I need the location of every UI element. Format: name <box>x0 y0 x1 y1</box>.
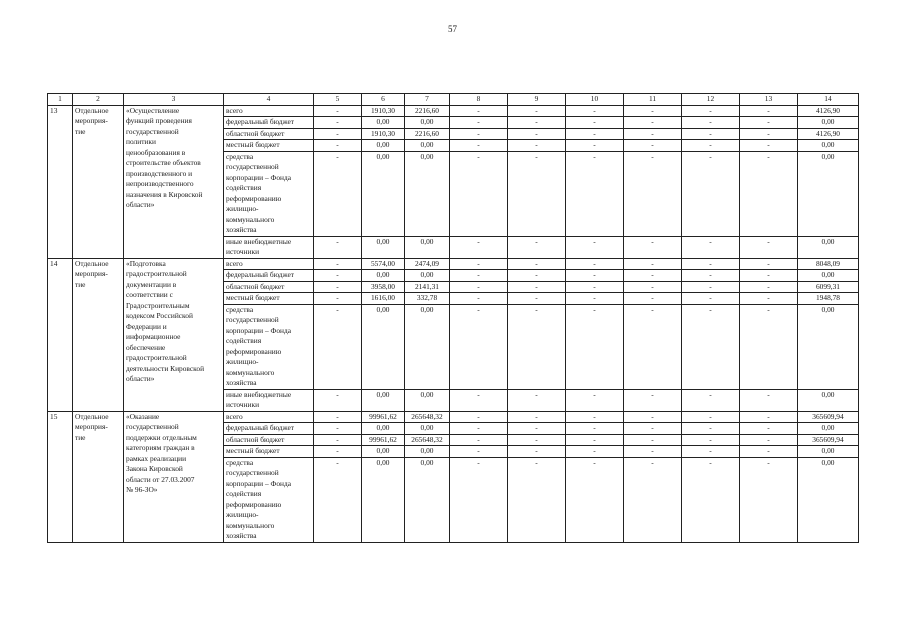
amount-cell: 0,00 <box>405 151 450 236</box>
funding-source: средства государственной корпорации – Фонда содействия реформированию жилищно- коммунального хозяйства <box>224 457 314 542</box>
amount-cell: - <box>624 258 682 270</box>
table-row <box>48 105 859 117</box>
amount-cell: - <box>566 117 624 129</box>
amount-cell: - <box>508 293 566 305</box>
header-cell: 3 <box>124 94 224 106</box>
amount-cell: - <box>624 434 682 446</box>
total-cell: 6099,31 <box>798 281 859 293</box>
total-cell: 1948,78 <box>798 293 859 305</box>
header-cell: 7 <box>405 94 450 106</box>
funding-source: федеральный бюджет <box>224 270 314 282</box>
amount-cell: - <box>624 105 682 117</box>
amount-cell: - <box>450 446 508 458</box>
budget-table <box>47 93 859 543</box>
amount-cell: 0,00 <box>362 270 405 282</box>
total-cell: 8048,09 <box>798 258 859 270</box>
amount-cell: 265648,32 <box>405 411 450 423</box>
funding-source: местный бюджет <box>224 446 314 458</box>
amount-cell: - <box>450 389 508 411</box>
section-index: 13 <box>48 105 73 258</box>
section-name: «Оказание государственной поддержки отдельным категориям граждан в рамках реализации Закона Кировской области от 27.03.2007 № 96-ЗО» <box>124 411 224 542</box>
total-cell: 0,00 <box>798 236 859 258</box>
section-type: Отдельное мероприя- тие <box>73 258 124 411</box>
amount-cell: 0,00 <box>362 423 405 435</box>
amount-cell: 99961,62 <box>362 411 405 423</box>
amount-cell: - <box>682 304 740 389</box>
amount-cell: - <box>624 423 682 435</box>
table-row <box>48 411 859 423</box>
total-cell: 0,00 <box>798 140 859 152</box>
amount-cell: - <box>624 117 682 129</box>
funding-source: средства государственной корпорации – Фонда содействия реформированию жилищно- коммунального хозяйства <box>224 304 314 389</box>
header-cell: 2 <box>73 94 124 106</box>
amount-cell: - <box>450 105 508 117</box>
header-cell: 4 <box>224 94 314 106</box>
amount-cell: - <box>740 281 798 293</box>
amount-cell: 332,78 <box>405 293 450 305</box>
funding-source: средства государственной корпорации – Фонда содействия реформированию жилищно- коммунального хозяйства <box>224 151 314 236</box>
amount-cell: - <box>566 105 624 117</box>
total-cell: 365609,94 <box>798 434 859 446</box>
amount-cell: - <box>566 151 624 236</box>
header-cell: 8 <box>450 94 508 106</box>
amount-cell: - <box>508 446 566 458</box>
amount-cell: - <box>682 105 740 117</box>
amount-cell: - <box>314 411 362 423</box>
total-cell: 0,00 <box>798 117 859 129</box>
section-name: «Подготовка градостроительной документации в соответствии с Градостроительным кодексом Российской Федерации и информационное обеспечение градостроительной деятельности Кировской области» <box>124 258 224 411</box>
amount-cell: - <box>314 236 362 258</box>
amount-cell: 0,00 <box>362 236 405 258</box>
section-name: «Осуществление функций проведения государственной политики ценообразования в строительстве объектов производственного и непроизводственного назначения в Кировской области» <box>124 105 224 258</box>
amount-cell: 1616,00 <box>362 293 405 305</box>
amount-cell: - <box>314 457 362 542</box>
amount-cell: - <box>740 128 798 140</box>
amount-cell: - <box>508 304 566 389</box>
amount-cell: - <box>740 258 798 270</box>
amount-cell: - <box>566 128 624 140</box>
header-cell: 11 <box>624 94 682 106</box>
amount-cell: - <box>682 434 740 446</box>
amount-cell: - <box>566 411 624 423</box>
amount-cell: - <box>450 411 508 423</box>
amount-cell: - <box>508 423 566 435</box>
amount-cell: - <box>450 236 508 258</box>
amount-cell: 3958,00 <box>362 281 405 293</box>
amount-cell: - <box>566 293 624 305</box>
amount-cell: - <box>624 236 682 258</box>
funding-source: местный бюджет <box>224 140 314 152</box>
amount-cell: 2474,09 <box>405 258 450 270</box>
amount-cell: - <box>740 389 798 411</box>
amount-cell: - <box>740 140 798 152</box>
amount-cell: - <box>450 117 508 129</box>
total-cell: 0,00 <box>798 151 859 236</box>
amount-cell: 0,00 <box>362 117 405 129</box>
amount-cell: - <box>314 140 362 152</box>
amount-cell: - <box>508 434 566 446</box>
amount-cell: - <box>314 293 362 305</box>
amount-cell: 1910,30 <box>362 105 405 117</box>
amount-cell: - <box>566 304 624 389</box>
amount-cell: - <box>314 446 362 458</box>
amount-cell: - <box>682 293 740 305</box>
amount-cell: 0,00 <box>362 389 405 411</box>
amount-cell: - <box>740 304 798 389</box>
section-index: 14 <box>48 258 73 411</box>
amount-cell: - <box>682 258 740 270</box>
amount-cell: - <box>624 304 682 389</box>
amount-cell: - <box>450 293 508 305</box>
amount-cell: 0,00 <box>362 140 405 152</box>
amount-cell: - <box>450 281 508 293</box>
amount-cell: - <box>314 389 362 411</box>
amount-cell: - <box>740 411 798 423</box>
amount-cell: - <box>740 293 798 305</box>
amount-cell: 0,00 <box>405 457 450 542</box>
amount-cell: - <box>450 434 508 446</box>
amount-cell: - <box>566 457 624 542</box>
amount-cell: - <box>682 411 740 423</box>
amount-cell: - <box>624 293 682 305</box>
amount-cell: - <box>566 236 624 258</box>
amount-cell: - <box>566 270 624 282</box>
amount-cell: - <box>450 423 508 435</box>
header-row <box>48 94 859 106</box>
amount-cell: - <box>314 304 362 389</box>
amount-cell: 2216,60 <box>405 128 450 140</box>
amount-cell: - <box>508 117 566 129</box>
amount-cell: - <box>508 411 566 423</box>
amount-cell: - <box>508 128 566 140</box>
funding-source: областной бюджет <box>224 281 314 293</box>
amount-cell: 99961,62 <box>362 434 405 446</box>
amount-cell: - <box>508 105 566 117</box>
total-cell: 4126,90 <box>798 128 859 140</box>
amount-cell: - <box>508 389 566 411</box>
amount-cell: - <box>682 140 740 152</box>
amount-cell: - <box>682 128 740 140</box>
total-cell: 0,00 <box>798 457 859 542</box>
amount-cell: - <box>508 457 566 542</box>
amount-cell: 0,00 <box>405 140 450 152</box>
amount-cell: - <box>566 446 624 458</box>
funding-source: областной бюджет <box>224 434 314 446</box>
amount-cell: 2141,31 <box>405 281 450 293</box>
total-cell: 4126,90 <box>798 105 859 117</box>
amount-cell: - <box>314 281 362 293</box>
amount-cell: - <box>740 457 798 542</box>
funding-source: иные внебюджетные источники <box>224 389 314 411</box>
header-cell: 1 <box>48 94 73 106</box>
amount-cell: - <box>682 236 740 258</box>
amount-cell: - <box>682 446 740 458</box>
amount-cell: 0,00 <box>362 151 405 236</box>
amount-cell: - <box>682 117 740 129</box>
amount-cell: - <box>624 411 682 423</box>
section-type: Отдельное мероприя- тие <box>73 105 124 258</box>
total-cell: 0,00 <box>798 423 859 435</box>
amount-cell: - <box>450 151 508 236</box>
total-cell: 0,00 <box>798 446 859 458</box>
amount-cell: - <box>566 281 624 293</box>
total-cell: 365609,94 <box>798 411 859 423</box>
amount-cell: 0,00 <box>405 304 450 389</box>
funding-source: иные внебюджетные источники <box>224 236 314 258</box>
funding-source: всего <box>224 411 314 423</box>
funding-source: областной бюджет <box>224 128 314 140</box>
table-row <box>48 258 859 270</box>
amount-cell: - <box>624 140 682 152</box>
amount-cell: 2216,60 <box>405 105 450 117</box>
amount-cell: - <box>508 151 566 236</box>
amount-cell: - <box>508 140 566 152</box>
amount-cell: - <box>624 151 682 236</box>
amount-cell: - <box>450 258 508 270</box>
header-cell: 10 <box>566 94 624 106</box>
amount-cell: 1910,30 <box>362 128 405 140</box>
amount-cell: - <box>624 128 682 140</box>
amount-cell: - <box>314 128 362 140</box>
amount-cell: - <box>508 236 566 258</box>
amount-cell: 265648,32 <box>405 434 450 446</box>
amount-cell: 0,00 <box>362 457 405 542</box>
amount-cell: - <box>450 128 508 140</box>
amount-cell: - <box>682 151 740 236</box>
amount-cell: - <box>624 446 682 458</box>
amount-cell: - <box>566 389 624 411</box>
amount-cell: - <box>740 117 798 129</box>
amount-cell: - <box>624 281 682 293</box>
total-cell: 0,00 <box>798 304 859 389</box>
funding-source: федеральный бюджет <box>224 117 314 129</box>
header-cell: 6 <box>362 94 405 106</box>
amount-cell: - <box>314 423 362 435</box>
amount-cell: - <box>682 457 740 542</box>
amount-cell: - <box>682 423 740 435</box>
funding-source: всего <box>224 105 314 117</box>
section-type: Отдельное мероприя- тие <box>73 411 124 542</box>
amount-cell: - <box>314 117 362 129</box>
header-cell: 9 <box>508 94 566 106</box>
amount-cell: - <box>508 281 566 293</box>
amount-cell: - <box>314 151 362 236</box>
amount-cell: 0,00 <box>405 236 450 258</box>
amount-cell: - <box>624 389 682 411</box>
page-number: 57 <box>448 24 457 34</box>
funding-source: местный бюджет <box>224 293 314 305</box>
amount-cell: - <box>450 270 508 282</box>
amount-cell: - <box>682 389 740 411</box>
amount-cell: - <box>740 105 798 117</box>
amount-cell: - <box>314 434 362 446</box>
funding-source: всего <box>224 258 314 270</box>
amount-cell: 0,00 <box>405 389 450 411</box>
header-cell: 5 <box>314 94 362 106</box>
amount-cell: - <box>624 270 682 282</box>
amount-cell: - <box>450 140 508 152</box>
amount-cell: 0,00 <box>362 304 405 389</box>
amount-cell: - <box>508 270 566 282</box>
amount-cell: - <box>740 446 798 458</box>
section-index: 15 <box>48 411 73 542</box>
amount-cell: - <box>566 423 624 435</box>
amount-cell: - <box>566 140 624 152</box>
amount-cell: - <box>740 423 798 435</box>
amount-cell: - <box>508 258 566 270</box>
amount-cell: - <box>740 236 798 258</box>
funding-source: федеральный бюджет <box>224 423 314 435</box>
total-cell: 0,00 <box>798 389 859 411</box>
amount-cell: - <box>566 434 624 446</box>
amount-cell: - <box>566 258 624 270</box>
header-cell: 13 <box>740 94 798 106</box>
amount-cell: - <box>682 281 740 293</box>
amount-cell: - <box>740 434 798 446</box>
amount-cell: - <box>314 105 362 117</box>
amount-cell: - <box>624 457 682 542</box>
amount-cell: - <box>740 270 798 282</box>
total-cell: 0,00 <box>798 270 859 282</box>
amount-cell: 5574,00 <box>362 258 405 270</box>
amount-cell: 0,00 <box>362 446 405 458</box>
amount-cell: - <box>314 258 362 270</box>
header-cell: 12 <box>682 94 740 106</box>
amount-cell: 0,00 <box>405 270 450 282</box>
amount-cell: - <box>450 457 508 542</box>
amount-cell: - <box>314 270 362 282</box>
amount-cell: 0,00 <box>405 446 450 458</box>
amount-cell: - <box>682 270 740 282</box>
amount-cell: 0,00 <box>405 423 450 435</box>
header-cell: 14 <box>798 94 859 106</box>
table-body <box>48 94 859 543</box>
amount-cell: - <box>740 151 798 236</box>
amount-cell: 0,00 <box>405 117 450 129</box>
amount-cell: - <box>450 304 508 389</box>
